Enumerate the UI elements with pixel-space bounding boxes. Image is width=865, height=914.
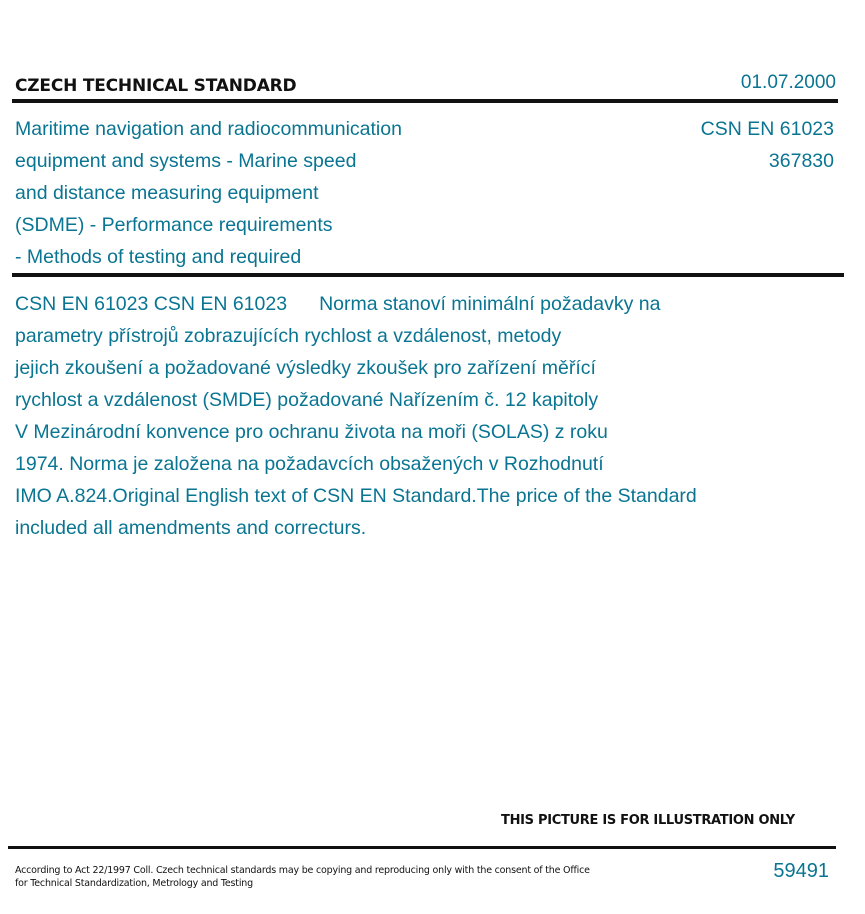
standard-category-heading: CZECH TECHNICAL STANDARD	[15, 76, 297, 96]
description-line: jejich zkoušení a požadované výsledky zkoušek pro zařízení měřící	[15, 357, 596, 379]
title-line: Maritime navigation and radiocommunication	[15, 118, 402, 140]
publication-date: 01.07.2000	[740, 72, 836, 93]
standard-codes	[701, 113, 834, 177]
description-line: IMO A.824.Original English text of CSN EN Standard.The price of the Standard	[15, 485, 697, 507]
title-line: - Methods of testing and required	[15, 246, 302, 268]
description-line: rychlost a vzdálenost (SMDE) požadované Nařízením č. 12 kapitoly	[15, 389, 599, 411]
title-line: (SDME) - Performance requirements	[15, 214, 333, 236]
title-divider	[12, 273, 844, 277]
title-line: and distance measuring equipment	[15, 182, 319, 204]
standard-code: CSN EN 61023	[700, 118, 834, 140]
legal-notice	[15, 864, 615, 890]
description-text: Norma stanoví minimální požadavky na	[319, 293, 661, 315]
illustration-disclaimer: THIS PICTURE IS FOR ILLUSTRATION ONLY	[501, 813, 795, 828]
description-line: V Mezinárodní konvence pro ochranu života na moři (SOLAS) z roku	[15, 421, 608, 443]
description-line: included all amendments and correcturs.	[15, 517, 367, 539]
title-line: equipment and systems - Marine speed	[15, 150, 357, 172]
standard-description	[15, 288, 805, 544]
standard-title	[15, 113, 475, 273]
description-lead: CSN EN 61023 CSN EN 61023	[15, 293, 288, 315]
description-line: 1974. Norma je založena na požadavcích obsažených v Rozhodnutí	[15, 453, 604, 475]
document-number: 59491	[773, 860, 829, 882]
header-divider	[12, 99, 838, 103]
footer-divider	[8, 846, 836, 849]
class-number: 367830	[768, 150, 834, 172]
legal-line: According to Act 22/1997 Coll. Czech technical standards may be copying and reproducing only with the consent of the Office	[15, 865, 590, 876]
legal-line: for Technical Standardization, Metrology and Testing	[15, 878, 253, 889]
description-line: parametry přístrojů zobrazujících rychlost a vzdálenost, metody	[15, 325, 562, 347]
description-line	[15, 288, 805, 320]
